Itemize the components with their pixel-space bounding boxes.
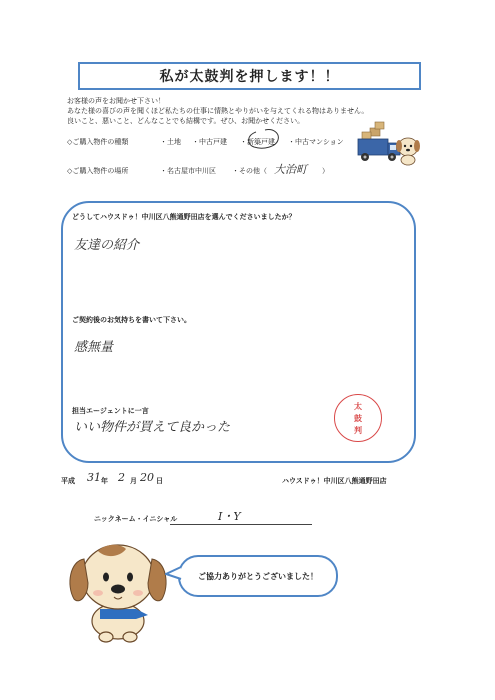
selection-circle-mark	[243, 127, 283, 151]
date-year: 31	[87, 471, 101, 484]
date-day: 20	[140, 471, 154, 484]
property-type-option-land[interactable]: ・土地	[160, 138, 181, 146]
stamp-char-2: 鼓	[354, 414, 362, 423]
property-location-label: ◇ご購入物件の場所	[67, 167, 129, 175]
intro-line-3: 良いこと、悪いこと、どんなことでも結構です。ぜひ、お聞かせください。	[67, 117, 305, 125]
thanks-speech-bubble: ご協力ありがとうございました！	[178, 555, 338, 597]
question-2-answer: 感無量	[74, 340, 114, 355]
speech-bubble-tail	[165, 566, 182, 580]
intro-line-1: お客様の声をお聞かせ下さい！	[67, 97, 165, 105]
question-3-label: 担当エージェントに一言	[72, 407, 149, 415]
dog-mascot-icon	[394, 134, 422, 166]
property-type-label: ◇ご購入物件の種類	[67, 138, 129, 146]
question-2-label: ご契約後のお気持ちを書いて下さい。	[72, 316, 191, 324]
property-type-option-used-house[interactable]: ・中古戸建	[192, 138, 227, 146]
date-day-unit: 日	[156, 477, 163, 485]
nickname-value: I・Y	[218, 510, 241, 523]
property-location-city[interactable]: ・名古屋市中川区	[160, 167, 216, 175]
store-name: ハウスドゥ！中川区八熊通野田店	[282, 477, 387, 485]
date-month: 2	[118, 471, 125, 484]
date-era: 平成	[61, 477, 75, 485]
date-year-unit: 年	[101, 477, 108, 485]
property-location-other-close: ）	[322, 167, 329, 175]
question-1-label: どうしてハウスドゥ！中川区八熊通野田店を選んでくださいましたか？	[72, 213, 296, 221]
property-location-other-value: 大治町	[274, 163, 307, 176]
property-location-other-label: ・その他（	[232, 167, 267, 175]
question-1-answer: 友達の紹介	[74, 238, 140, 253]
question-3-answer: いい物件が買えて良かった	[74, 420, 231, 435]
stamp-char-1: 太	[354, 402, 362, 411]
intro-line-2: あなた様の喜びの声を聞くほど私たちの仕事に情熱とやりがいを与えてくれる物はありません。	[67, 107, 369, 115]
taikoban-stamp	[334, 394, 382, 442]
stamp-char-3: 判	[354, 426, 362, 435]
property-type-option-used-condo[interactable]: ・中古マンション	[288, 138, 344, 146]
page-title: 私が太鼓判を押します！！	[78, 62, 421, 90]
dog-mascot-large-icon	[62, 535, 174, 643]
date-month-unit: 月	[130, 477, 137, 485]
nickname-label: ニックネーム・イニシャル	[94, 515, 178, 523]
nickname-underline	[170, 524, 312, 525]
property-type-option-new-house[interactable]: ・新築戸建	[240, 138, 275, 146]
